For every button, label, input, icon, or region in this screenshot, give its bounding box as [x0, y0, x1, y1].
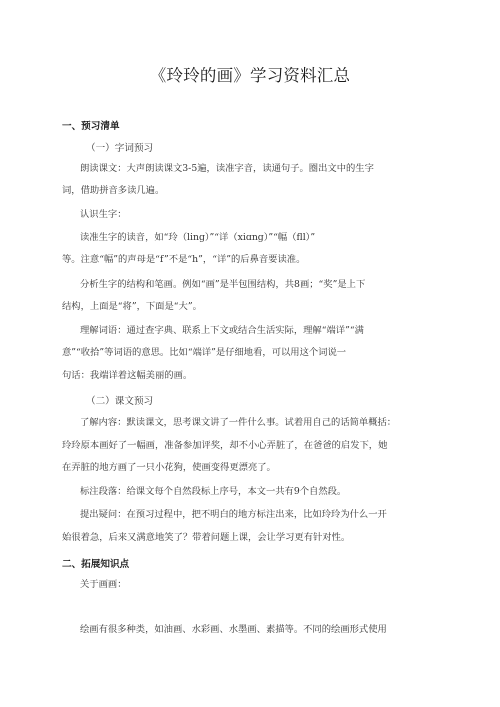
paragraph-ask-questions: 提出疑问：在预习过程中，把不明白的地方标注出来，比如玲玲为什么一开: [80, 509, 387, 520]
paragraph-understand-words-cont1: 意”“收拾”等词语的意思。比如“端详”是仔细地看，可以用这个词说一: [62, 347, 347, 358]
paragraph-pronunciation-cont: 等。注意“幅”的声母是“f”不是“h”，“详”的后鼻音要读准。: [62, 254, 306, 265]
paragraph-structure: 分析生字的结构和笔画。例如“画”是半包围结构，共8画；“奖”是上下: [80, 279, 366, 290]
subsection-heading-text-preview: （二）课文预习: [86, 396, 154, 407]
paragraph-understand-content-cont1: 玲玲原本画好了一幅画，准备参加评奖，却不小心弄脏了，在爸爸的启发下，她: [62, 440, 388, 451]
subsection-heading-vocab: （一）字词预习: [86, 143, 154, 154]
paragraph-pronunciation: 读准生字的读音，如“玲（ling）”“详（xiɑng）”“幅（fll）”: [80, 232, 316, 243]
paragraph-about-painting: 关于画画：: [80, 579, 127, 590]
paragraph-mark-paragraphs: 标注段落：给课文每个自然段标上序号，本文一共有9个自然段。: [80, 486, 347, 497]
paragraph-structure-cont: 结构，上面是“将”，下面是“大”。: [62, 301, 202, 312]
paragraph-understand-words-cont2: 句话：我端详着这幅美丽的画。: [62, 370, 193, 381]
paragraph-ask-questions-cont: 始很着急，后来又满意地笑了？带着问题上课，会让学习更有针对性。: [62, 532, 351, 543]
paragraph-understand-content: 了解内容：默读课文，思考课文讲了一件什么事。试着用自己的话简单概括：: [80, 417, 397, 428]
paragraph-understand-words: 理解词语：通过查字典、联系上下文或结合生活实际，理解“端详”“满: [80, 325, 364, 336]
section-heading-extended-knowledge: 二、拓展知识点: [62, 559, 130, 570]
page-title: 《玲玲的画》学习资料汇总: [149, 66, 351, 85]
paragraph-painting-types: 绘画有很多种类，如油画、水彩画、水墨画、素描等。不同的绘画形式使用: [80, 624, 387, 635]
section-heading-preview-checklist: 一、预习清单: [62, 121, 120, 132]
paragraph-read-aloud-cont: 词，借助拼音多读几遍。: [62, 185, 165, 196]
paragraph-recognize-chars: 认识生字：: [80, 209, 127, 220]
paragraph-read-aloud: 朗读课文：大声朗读课文3-5遍，读准字音，读通句子。圈出文中的生字: [80, 163, 374, 174]
paragraph-understand-content-cont2: 在弄脏的地方画了一只小花狗，使画变得更漂亮了。: [62, 462, 276, 473]
